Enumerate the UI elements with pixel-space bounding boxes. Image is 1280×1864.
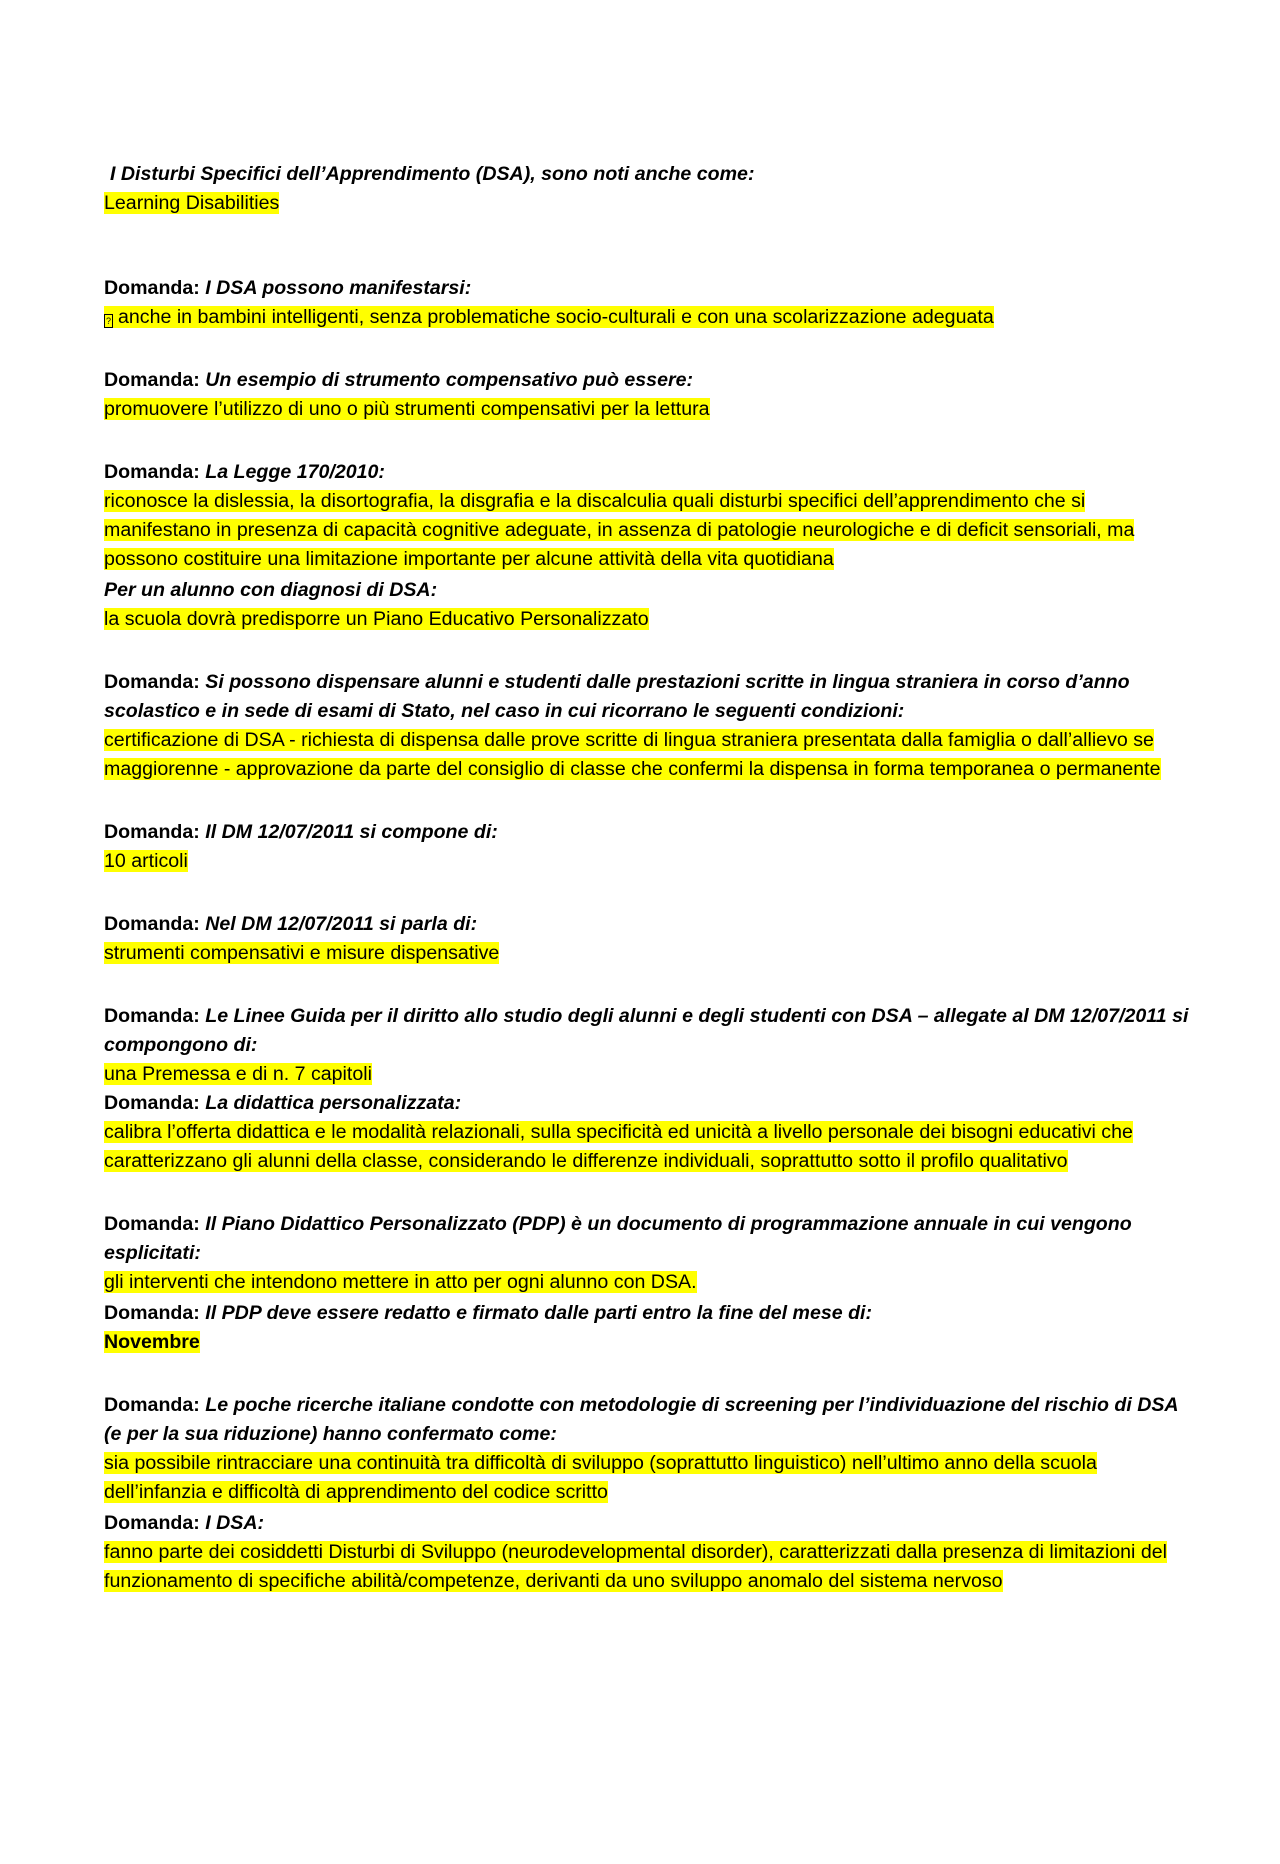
question-text: Un esempio di strumento compensativo può essere: xyxy=(205,369,694,391)
question-text: Il Piano Didattico Personalizzato (PDP) è un documento di programmazione annuale in cui vengono esplicitati: xyxy=(104,1213,1132,1264)
answer xyxy=(104,726,1194,784)
question-lead: Domanda: xyxy=(104,1394,206,1416)
qa-block xyxy=(104,818,1194,876)
question xyxy=(104,668,1194,726)
qa-block xyxy=(104,1002,1194,1089)
answer-text: la scuola dovrà predisporre un Piano Educativo Personalizzato xyxy=(104,608,649,630)
question xyxy=(104,1299,1194,1328)
answer xyxy=(104,1538,1194,1596)
question-text: Le Linee Guida per il diritto allo studio degli alunni e degli studenti con DSA – allegate al DM 12/07/2011 si compongono di: xyxy=(104,1005,1189,1056)
answer-text: strumenti compensativi e misure dispensative xyxy=(104,942,500,964)
qa-block xyxy=(104,160,1194,218)
question-text: Il DM 12/07/2011 si compone di: xyxy=(205,821,498,843)
qa-block xyxy=(104,458,1194,574)
question-text: Si possono dispensare alunni e studenti dalle prestazioni scritte in lingua straniera in corso d’anno scolastico e in sede di esami di Stato, nel caso in cui ricorrano le seguenti condizioni: xyxy=(104,671,1130,722)
question-lead: Domanda: xyxy=(104,913,206,935)
answer xyxy=(104,1118,1194,1176)
answer-text: certificazione di DSA - richiesta di dispensa dalle prove scritte di lingua straniera presentata dalla famiglia o dall’allievo se maggiorenne - approvazione da parte del consiglio di classe che confermi la dispensa in forma temporanea o permanente xyxy=(104,729,1161,780)
answer-text: calibra l’offerta didattica e le modalità relazionali, sulla specificità ed unicità a livello personale dei bisogni educativi che caratterizzano gli alunni della classe, considerando le differenze individuali, soprattutto sotto il profilo qualitativo xyxy=(104,1121,1133,1172)
question xyxy=(104,160,1194,189)
missing-glyph-box-icon: ? xyxy=(105,316,111,326)
question xyxy=(104,818,1194,847)
answer-text: promuovere l’utilizzo di uno o più strumenti compensativi per la lettura xyxy=(104,398,710,420)
answer-text: Novembre xyxy=(104,1331,200,1353)
question-text: Il PDP deve essere redatto e firmato dalle parti entro la fine del mese di: xyxy=(205,1302,873,1324)
qa-block xyxy=(104,1299,1194,1357)
question xyxy=(104,1210,1194,1268)
question-lead: Domanda: xyxy=(104,461,206,483)
question-text: I DSA: xyxy=(205,1512,265,1534)
question xyxy=(104,1391,1194,1449)
answer xyxy=(104,1060,1194,1089)
answer-text: anche in bambini intelligenti, senza problematiche socio-culturali e con una scolarizzazione adeguata xyxy=(118,306,994,328)
qa-block xyxy=(104,1509,1194,1596)
answer-highlight xyxy=(104,306,994,328)
answer xyxy=(104,1449,1194,1507)
answer xyxy=(104,939,1194,968)
question-lead: Domanda: xyxy=(104,277,206,299)
question-lead: Domanda: xyxy=(104,1302,206,1324)
question-lead: Domanda: xyxy=(104,821,206,843)
question xyxy=(104,274,1194,303)
question-lead: Domanda: xyxy=(104,1092,206,1114)
answer-text: sia possibile rintracciare una continuità tra difficoltà di sviluppo (soprattutto linguistico) nell’ultimo anno della scuola dell’infanzia e difficoltà di apprendimento del codice scritto xyxy=(104,1452,1097,1503)
question xyxy=(104,366,1194,395)
question-text: La didattica personalizzata: xyxy=(205,1092,462,1114)
answer xyxy=(104,395,1194,424)
answer-text: gli interventi che intendono mettere in atto per ogni alunno con DSA. xyxy=(104,1271,697,1293)
qa-block xyxy=(104,274,1194,332)
answer-text: 10 articoli xyxy=(104,850,188,872)
question-lead: Domanda: xyxy=(104,1512,206,1534)
qa-block xyxy=(104,668,1194,784)
question-text: I Disturbi Specifici dell’Apprendimento (DSA), sono noti anche come: xyxy=(110,163,755,185)
question-text: Nel DM 12/07/2011 si parla di: xyxy=(205,913,478,935)
answer xyxy=(104,1328,1194,1357)
answer xyxy=(104,1268,1194,1297)
question-lead: Domanda: xyxy=(104,1213,206,1235)
qa-block xyxy=(104,910,1194,968)
question-text: I DSA possono manifestarsi: xyxy=(205,277,472,299)
answer xyxy=(104,303,1194,332)
question xyxy=(104,458,1194,487)
answer-text: riconosce la dislessia, la disortografia, la disgrafia e la discalculia quali disturbi specifici dell’apprendimento che si manifestano in presenza di capacità cognitive adeguate, in assenza di patologie neurologiche e di deficit sensoriali, ma possono costituire una limitazione importante per alcune attività della vita quotidiana xyxy=(104,490,1135,570)
question xyxy=(104,910,1194,939)
qa-block xyxy=(104,576,1194,634)
question-text: Per un alunno con diagnosi di DSA: xyxy=(104,579,438,601)
question xyxy=(104,1089,1194,1118)
answer xyxy=(104,487,1194,574)
question xyxy=(104,1002,1194,1060)
qa-block xyxy=(104,1391,1194,1507)
question xyxy=(104,576,1194,605)
document-page xyxy=(104,160,1194,1596)
answer-text: fanno parte dei cosiddetti Disturbi di Sviluppo (neurodevelopmental disorder), caratterizzati dalla presenza di limitazioni del funzionamento di specifiche abilità/competenze, derivanti da uno sviluppo anomalo del sistema nervoso xyxy=(104,1541,1167,1592)
answer xyxy=(104,605,1194,634)
question xyxy=(104,1509,1194,1538)
question-text: La Legge 170/2010: xyxy=(205,461,385,483)
question-lead: Domanda: xyxy=(104,671,206,693)
answer-text: Learning Disabilities xyxy=(104,192,280,214)
qa-block xyxy=(104,1210,1194,1297)
answer xyxy=(104,847,1194,876)
answer-text: una Premessa e di n. 7 capitoli xyxy=(104,1063,372,1085)
answer xyxy=(104,189,1194,218)
qa-block xyxy=(104,366,1194,424)
question-lead: Domanda: xyxy=(104,1005,206,1027)
question-lead: Domanda: xyxy=(104,369,206,391)
qa-block xyxy=(104,1089,1194,1176)
question-text: Le poche ricerche italiane condotte con metodologie di screening per l’individuazione del rischio di DSA (e per la sua riduzione) hanno confermato come: xyxy=(104,1394,1178,1445)
